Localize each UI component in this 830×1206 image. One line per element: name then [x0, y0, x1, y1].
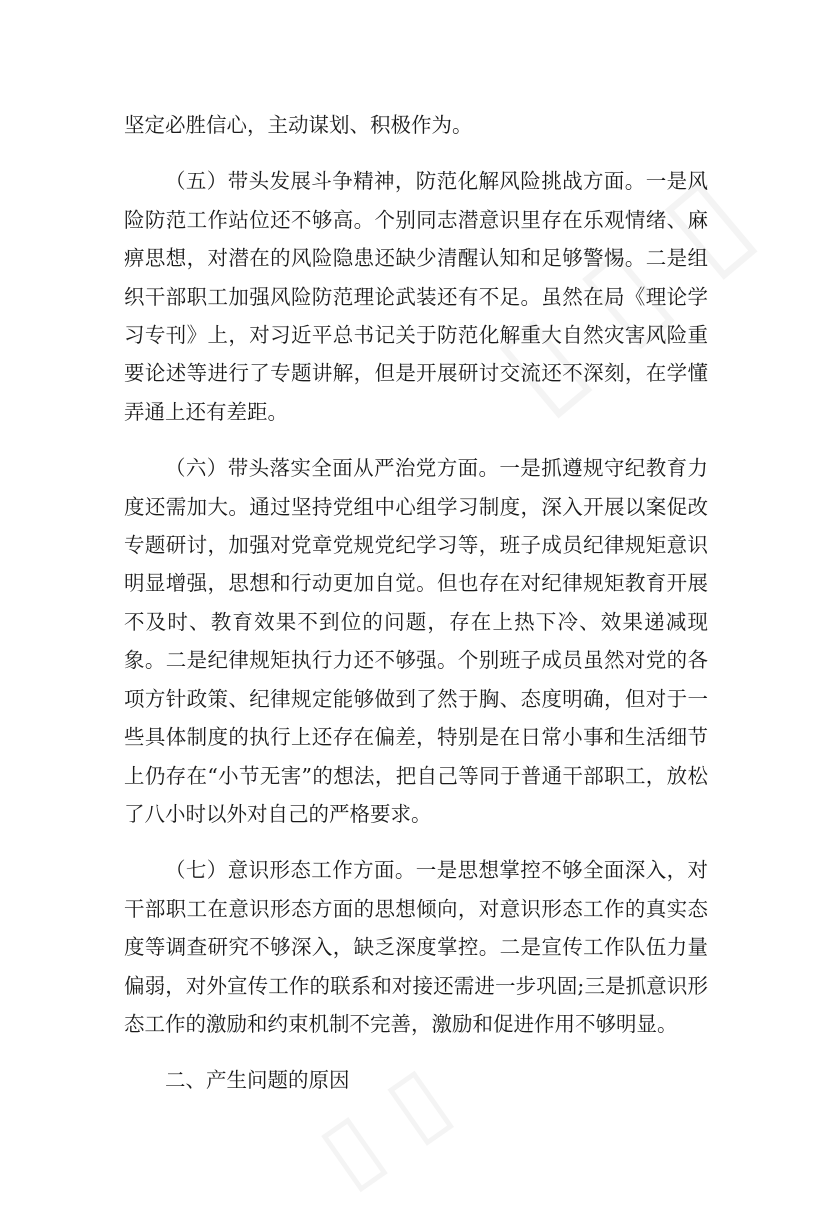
paragraph-continuation: 坚定必胜信心，主动谋划、积极作为。 — [124, 113, 473, 137]
document-body — [124, 106, 708, 1100]
paragraph-section-7: （七）意识形态工作方面。一是思想掌控不够全面深入，对干部职工在意识形态方面的思想倾向，对意识形态工作的真实态度等调查研究不够深入，缺乏深度掌控。二是宣传工作队伍力量偏弱，对外宣传工作的联系和对接还需进一步巩固;三是抓意识形态工作的激励和约束机制不完善，激励和促进作用不够明显。 — [124, 858, 708, 1036]
paragraph-section-5: （五）带头发展斗争精神，防范化解风险挑战方面。一是风险防范工作站位还不够高。个别同志潜意识里存在乐观情绪、麻痹思想，对潜在的风险隐患还缺少清醒认知和足够警惕。二是组织干部职工加强风险防范理论武装还有不足。虽然在局《理论学习专刊》上，对习近平总书记关于防范化解重大自然灾害风险重要论述等进行了专题讲解，但是开展研讨交流还不深刻，在学懂弄通上还有差距。 — [124, 169, 708, 424]
paragraph-section-6: （六）带头落实全面从严治党方面。一是抓遵规守纪教育力度还需加大。通过坚持党组中心组学习制度，深入开展以案促改专题研讨，加强对党章党规党纪学习等，班子成员纪律规矩意识明显增强，思想和行动更加自觉。但也存在对纪律规矩教育开展不及时、教育效果不到位的问题，存在上热下冷、效果递减现象。二是纪律规矩执行力还不够强。个别班子成员虽然对党的各项方针政策、纪律规定能够做到了然于胸、态度明确，但对于一些具体制度的执行上还存在偏差，特别是在日常小事和生活细节上仍存在“小节无害”的想法，把自己等同于普通干部职工，放松了八小时以外对自己的严格要求。 — [124, 456, 708, 826]
section-heading-causes: 二、产生问题的原因 — [165, 1068, 350, 1093]
